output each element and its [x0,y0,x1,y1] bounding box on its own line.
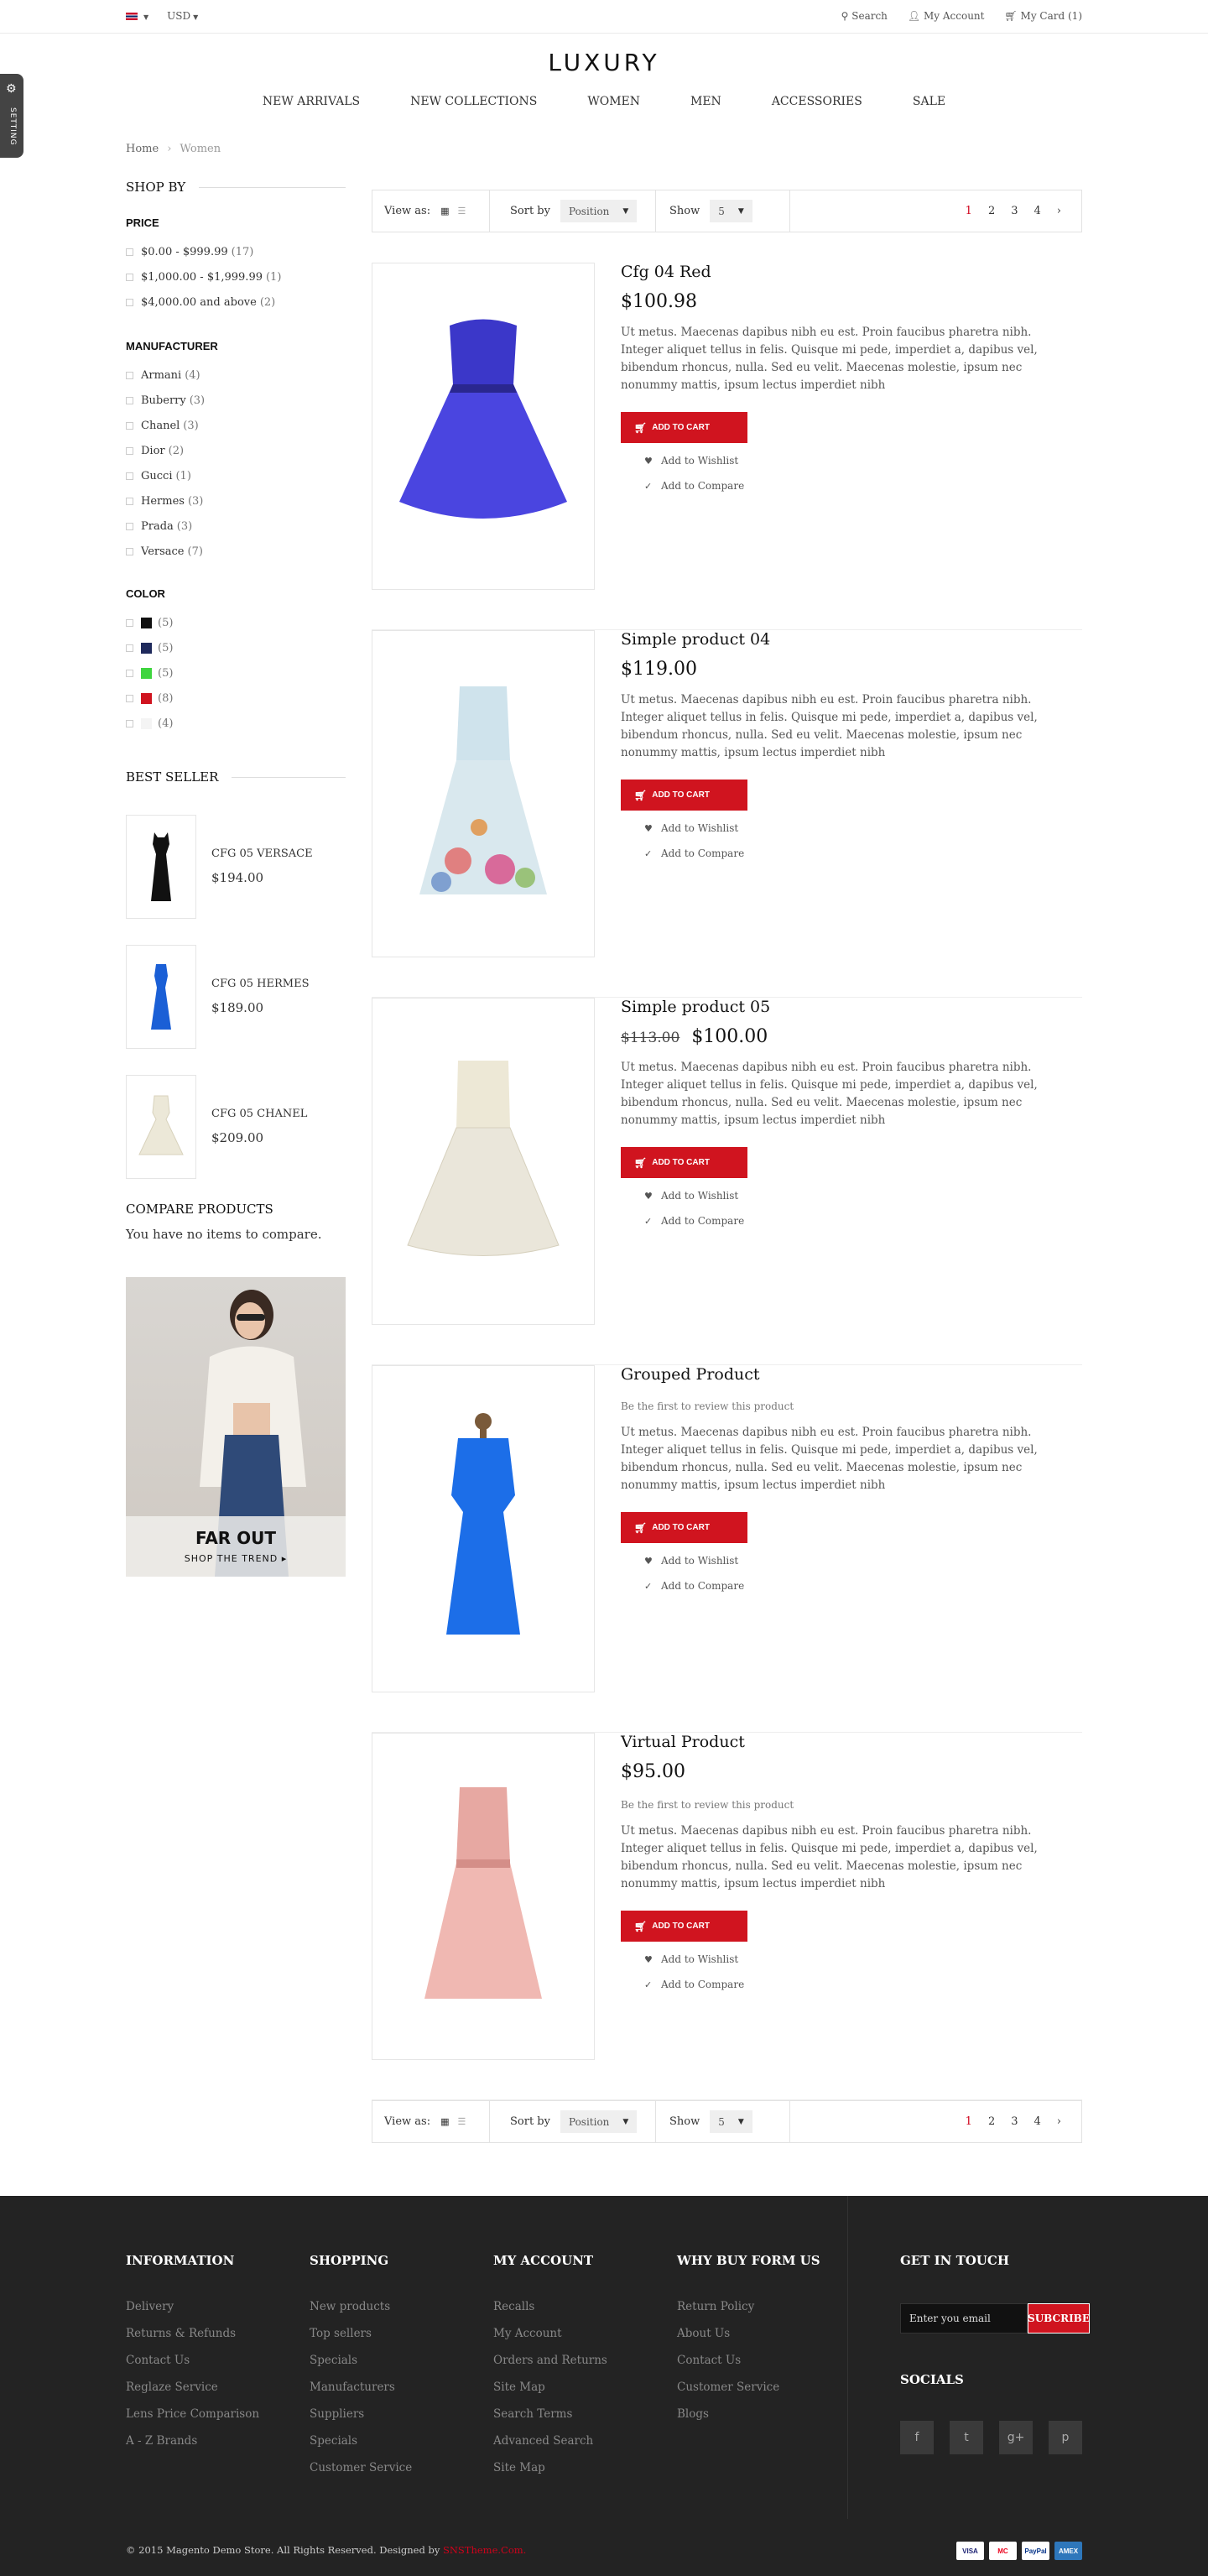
color-swatch [141,668,152,679]
add-to-cart-button[interactable]: 🛒︎ ADD TO CART [621,1512,747,1543]
show-limit: Show 5 ▼ [656,2101,790,2142]
product-price: $100.98 [621,291,697,312]
checkbox[interactable] [126,274,133,281]
footer-col-why-buy: WHY BUY FORM US Return Policy About Us Contact Us Customer Service Blogs [677,2253,820,2434]
sidebar [126,180,346,1577]
check-icon: ✓ [644,847,653,859]
check-icon: ✓ [644,480,653,492]
sort-select[interactable]: Position ▼ [560,200,637,222]
product-description: Ut metus. Maecenas dapibus nibh eu est. Proin faucibus pharetra nibh. Integer aliquet tellus in felis. Quisque mi pede, imperdiet a, dapibus vel, bibendum rhoncus, nulla. Sed eu velit. Maecenas molestie, ipsum nec nonummy mattis, ipsum lectus imperdiet nibh [621,693,1038,759]
product-price: $119.00 [621,659,697,680]
filter-option[interactable]: Gucci (1) [126,463,346,488]
page-1[interactable]: 1 [965,205,972,217]
designer-link[interactable]: SNSTheme.Com. [442,2544,527,2556]
footer-link[interactable]: Customer Service [677,2380,780,2394]
color-swatch [141,718,152,729]
color-swatch [141,643,152,654]
best-seller-item[interactable] [126,1061,346,1192]
compare-products-title: COMPARE PRODUCTS [126,1202,273,1217]
footer-link[interactable]: Suppliers [310,2407,365,2421]
blue-party-dress-image [391,309,575,544]
nav-accessories[interactable]: ACCESSORIES [771,95,862,108]
view-mode: View as: ▦ ☰ [372,2101,490,2142]
checkbox[interactable] [126,248,133,256]
add-to-compare-link[interactable]: ✓ Add to Compare [644,1979,745,1990]
shop-by-heading: SHOP BY [126,180,346,195]
heart-icon: ♥ [644,1190,653,1202]
page-2[interactable]: 2 [987,2115,996,2128]
cart-icon: 🛒︎ [1004,10,1021,22]
product-description: Ut metus. Maecenas dapibus nibh eu est. Proin faucibus pharetra nibh. Integer aliquet tellus in felis. Quisque mi pede, imperdiet a, dapibus vel, bibendum rhoncus, nulla. Sed eu velit. Maecenas molestie, ipsum nec nonummy mattis, ipsum lectus imperdiet nibh [621,326,1038,392]
google-plus-icon[interactable]: g+ [999,2421,1033,2454]
blue-wrap-dress-image [416,1411,550,1646]
black-dress-image [144,829,178,905]
grid-view-icon[interactable]: ▦ [440,206,450,216]
nav-new-collections[interactable]: NEW COLLECTIONS [410,95,538,108]
checkbox[interactable] [126,548,133,555]
review-prompt-link[interactable]: Be the first to review this product [621,1400,794,1412]
product-details [621,263,1065,498]
add-to-wishlist-link[interactable]: ♥ Add to Wishlist [644,822,739,834]
heart-icon: ♥ [644,1555,653,1567]
product-name[interactable]: Simple product 05 [621,998,771,1016]
limit-select[interactable]: 5 ▼ [710,200,752,222]
cart-icon: 🛒︎ [634,421,648,434]
pinterest-icon[interactable]: p [1049,2421,1082,2454]
product-price: $95.00 [621,1761,685,1782]
product-image[interactable] [372,263,595,590]
filter-option[interactable]: $0.00 - $999.99 (17) [126,239,346,264]
color-filter-title: COLOR [126,587,165,600]
page-3[interactable]: 3 [1011,2115,1018,2128]
footer-link[interactable]: Orders and Returns [493,2354,607,2367]
chevron-down-icon: ▼ [143,13,149,21]
product-name[interactable]: Grouped Product [621,1365,760,1384]
setting-label: SETTING [8,107,17,146]
pagination [966,190,1061,232]
product-image[interactable] [372,1365,595,1692]
product-thumbnail[interactable] [126,815,196,919]
filter-option[interactable]: Versace (7) [126,539,346,564]
sort-by: Sort by Position ▼ [490,190,656,232]
best-seller-name[interactable]: CFG 05 CHANEL [211,1108,308,1120]
product-image[interactable] [372,630,595,957]
footer-link[interactable]: Delivery [126,2300,174,2313]
check-icon: ✓ [644,1979,653,1990]
twitter-icon[interactable]: t [950,2421,983,2454]
best-seller-item[interactable] [126,801,346,931]
compare-products-text: You have no items to compare. [126,1227,322,1242]
checkbox[interactable] [126,670,133,677]
search-link[interactable]: ⚲ Search [841,10,888,22]
product-description: Ut metus. Maecenas dapibus nibh eu est. Proin faucibus pharetra nibh. Integer aliquet tellus in felis. Quisque mi pede, imperdiet a, dapibus vel, bibendum rhoncus, nulla. Sed eu velit. Maecenas molestie, ipsum nec nonummy mattis, ipsum lectus imperdiet nibh [621,1061,1038,1127]
caret-down-icon: ▼ [737,2117,744,2126]
product-thumbnail[interactable] [126,945,196,1049]
best-seller-item[interactable] [126,931,346,1061]
nav-men[interactable]: MEN [690,95,721,108]
cart-icon: 🛒︎ [634,1920,648,1932]
subscribe-button[interactable]: SUBCRIBE [1028,2303,1090,2334]
color-filter [126,587,346,736]
add-to-compare-link[interactable]: ✓ Add to Compare [644,847,745,859]
footer-link[interactable]: Lens Price Comparison [126,2407,260,2421]
product-item [372,998,1082,1365]
toolbar-top [372,190,1082,232]
caret-down-icon: ▼ [737,206,744,216]
checkbox[interactable] [126,299,133,306]
add-to-wishlist-link[interactable]: ♥ Add to Wishlist [644,1555,739,1567]
chevron-right-icon: › [167,143,172,155]
blue-dress-image [144,959,178,1035]
email-input[interactable]: Enter you email [900,2303,1028,2334]
uk-flag-icon [126,13,138,20]
filter-option[interactable]: Armani (4) [126,362,346,388]
page-2[interactable]: 2 [987,205,996,217]
list-view-icon[interactable]: ☰ [457,206,466,216]
cart-link[interactable]: 🛒︎ My Card (1) [1004,10,1082,22]
add-to-cart-button[interactable]: 🛒︎ ADD TO CART [621,1911,747,1942]
best-seller-price: $209.00 [211,1130,264,1145]
filter-option[interactable]: Chanel (3) [126,413,346,438]
paypal-icon: PayPal [1022,2542,1049,2560]
product-thumbnail[interactable] [126,1075,196,1179]
site-logo[interactable]: LUXURY [548,49,660,76]
currency-selector[interactable]: USD ▼ [167,10,199,22]
show-limit: Show 5 ▼ [656,190,790,232]
footer-link[interactable]: Return Policy [677,2300,755,2313]
color-option[interactable]: (8) [126,686,346,711]
product-description: Ut metus. Maecenas dapibus nibh eu est. Proin faucibus pharetra nibh. Integer aliquet tellus in felis. Quisque mi pede, imperdiet a, dapibus vel, bibendum rhoncus, nulla. Sed eu velit. Maecenas molestie, ipsum nec nonummy mattis, ipsum lectus imperdiet nibh [621,1426,1038,1492]
footer-col-get-in-touch: GET IN TOUCH [900,2253,1009,2268]
checkbox[interactable] [126,372,133,379]
color-option[interactable]: (5) [126,610,346,635]
best-seller-heading: BEST SELLER [126,769,346,785]
page-4[interactable]: 4 [1034,2115,1041,2128]
pink-dress-image [408,1779,559,2014]
product-details [621,1365,1065,1598]
add-to-cart-button[interactable]: 🛒︎ ADD TO CART [621,780,747,811]
checkbox[interactable] [126,523,133,530]
footer-link[interactable]: Advanced Search [493,2434,594,2448]
filter-option[interactable]: Buberry (3) [126,388,346,413]
caret-down-icon: ▼ [622,2117,629,2126]
mastercard-icon: MC [989,2542,1017,2560]
best-seller-price: $194.00 [211,870,264,885]
next-page-icon[interactable]: › [1056,205,1061,217]
payment-methods [956,2542,1082,2560]
product-price: $113.00 $100.00 [621,1026,768,1047]
checkbox[interactable] [126,472,133,480]
footer-link[interactable]: Recalls [493,2300,535,2313]
product-item [372,263,1082,630]
amex-icon: AMEX [1054,2542,1082,2560]
search-icon: ⚲ [841,10,852,22]
footer-link[interactable]: Contact Us [677,2354,742,2367]
breadcrumb-current: Women [180,143,221,155]
user-icon: 👤︎ [907,10,924,22]
breadcrumb [126,143,221,155]
divider [199,187,346,188]
footer-link[interactable]: Search Terms [493,2407,573,2421]
setting-panel-toggle[interactable] [0,74,23,158]
add-to-wishlist-link[interactable]: ♥ Add to Wishlist [644,455,739,467]
add-to-compare-link[interactable]: ✓ Add to Compare [644,480,745,492]
account-link[interactable]: 👤︎ My Account [907,10,985,22]
banner-subtitle[interactable]: SHOP THE TREND ▸ [184,1553,288,1564]
breadcrumb-home[interactable]: Home [126,143,159,155]
cream-dress-image [136,1089,186,1165]
price-filter-title: PRICE [126,216,159,229]
product-name[interactable]: Cfg 04 Red [621,263,711,281]
product-details [621,630,1065,866]
product-image[interactable] [372,1733,595,2060]
product-image[interactable] [372,998,595,1325]
footer-link[interactable]: Manufacturers [310,2380,395,2394]
product-item [372,1365,1082,1733]
footer-col-information: INFORMATION Delivery Returns & Refunds Contact Us Reglaze Service Lens Price Comparison A - Z Brands [126,2253,259,2461]
facebook-icon[interactable]: f [900,2421,934,2454]
check-icon: ✓ [644,1215,653,1227]
checkbox[interactable] [126,695,133,702]
copyright: © 2015 Magento Demo Store. All Rights Reserved. Designed by SNSTheme.Com. [126,2544,527,2556]
product-details [621,998,1065,1233]
filter-option[interactable]: $1,000.00 - $1,999.99 (1) [126,264,346,289]
banner-title: FAR OUT [195,1528,277,1548]
sort-by: Sort by Position ▼ [490,2101,656,2142]
best-seller-name[interactable]: CFG 05 VERSACE [211,847,313,860]
nav-sale[interactable]: SALE [912,95,946,108]
footer-link[interactable]: Site Map [493,2461,545,2474]
filter-option[interactable]: Prada (3) [126,514,346,539]
checkbox[interactable] [126,619,133,627]
cart-icon: 🛒︎ [634,789,648,801]
review-prompt-link[interactable]: Be the first to review this product [621,1799,794,1811]
socials-heading: SOCIALS [900,2372,964,2387]
product-item [372,1733,1082,2100]
color-swatch [141,618,152,628]
footer-link[interactable]: Returns & Refunds [126,2327,237,2340]
cream-dress-image [391,1052,575,1270]
color-swatch [141,693,152,704]
footer-link[interactable]: Reglaze Service [126,2380,218,2394]
footer-link[interactable]: Top sellers [310,2327,372,2340]
add-to-compare-link[interactable]: ✓ Add to Compare [644,1215,745,1227]
view-mode: View as: ▦ ☰ [372,190,490,232]
filter-option[interactable]: Hermes (3) [126,488,346,514]
footer-link[interactable]: Specials [310,2354,358,2367]
checkbox[interactable] [126,422,133,430]
footer-link[interactable]: Contact Us [126,2354,190,2367]
best-seller-price: $189.00 [211,1000,264,1015]
price-filter [126,216,346,315]
grid-view-icon[interactable]: ▦ [440,2116,450,2127]
heart-icon: ♥ [644,1953,653,1965]
color-option[interactable]: (4) [126,711,346,736]
cart-icon: 🛒︎ [634,1156,648,1169]
promo-banner[interactable] [126,1277,346,1577]
color-option[interactable]: (5) [126,635,346,660]
add-to-compare-link[interactable]: ✓ Add to Compare [644,1580,745,1592]
toolbar-bottom [372,2100,1082,2143]
chevron-down-icon: ▼ [193,13,199,21]
gear-icon: ⚙ [6,82,17,96]
manufacturer-filter [126,340,346,564]
checkbox[interactable] [126,644,133,652]
best-seller-name[interactable]: CFG 05 HERMES [211,978,310,990]
footer-divider [847,2196,848,2519]
product-details [621,1733,1065,1997]
page-4[interactable]: 4 [1034,205,1041,217]
nav-women[interactable]: WOMEN [587,95,640,108]
product-item [372,630,1082,998]
filter-option[interactable]: Dior (2) [126,438,346,463]
heart-icon: ♥ [644,455,653,467]
heart-icon: ♥ [644,822,653,834]
top-bar [0,0,1208,34]
page-1[interactable]: 1 [965,2115,972,2128]
color-option[interactable]: (5) [126,660,346,686]
product-name[interactable]: Virtual Product [621,1733,745,1751]
banner-caption [126,1516,346,1577]
footer-link[interactable]: Blogs [677,2407,709,2421]
sort-select[interactable]: Position ▼ [560,2110,637,2133]
add-to-wishlist-link[interactable]: ♥ Add to Wishlist [644,1953,739,1965]
footer-link[interactable]: Customer Service [310,2461,413,2474]
footer-col-shopping: SHOPPING New products Top sellers Specials Manufacturers Suppliers Specials Customer Service [310,2253,412,2488]
visa-icon: VISA [956,2542,984,2560]
list-view-icon[interactable]: ☰ [457,2116,466,2127]
social-links [900,2421,1082,2454]
add-to-cart-button[interactable]: 🛒︎ ADD TO CART [621,1147,747,1178]
footer-link[interactable]: New products [310,2300,391,2313]
main-nav [0,95,1208,108]
add-to-wishlist-link[interactable]: ♥ Add to Wishlist [644,1190,739,1202]
manufacturer-filter-title: MANUFACTURER [126,340,218,352]
checkbox[interactable] [126,447,133,455]
page-3[interactable]: 3 [1011,205,1018,217]
language-selector[interactable] [126,10,148,22]
checkbox[interactable] [126,498,133,505]
check-icon: ✓ [644,1580,653,1592]
product-description: Ut metus. Maecenas dapibus nibh eu est. Proin faucibus pharetra nibh. Integer aliquet tellus in felis. Quisque mi pede, imperdiet a, dapibus vel, bibendum rhoncus, nulla. Sed eu velit. Maecenas molestie, ipsum nec nonummy mattis, ipsum lectus imperdiet nibh [621,1824,1038,1890]
limit-select[interactable]: 5 ▼ [710,2110,752,2133]
footer-link[interactable]: My Account [493,2327,562,2340]
footer-link[interactable]: Specials [310,2434,358,2448]
cart-icon: 🛒︎ [634,1521,648,1534]
newsletter-form [900,2303,1090,2334]
caret-down-icon: ▼ [622,206,629,216]
divider [232,777,346,778]
floral-dress-image [399,676,567,911]
footer-link[interactable]: Site Map [493,2380,545,2394]
checkbox[interactable] [126,720,133,727]
footer-link[interactable]: About Us [677,2327,731,2340]
filter-option[interactable]: $4,000.00 and above (2) [126,289,346,315]
next-page-icon[interactable]: › [1056,2115,1061,2128]
nav-new-arrivals[interactable]: NEW ARRIVALS [262,95,361,108]
product-name[interactable]: Simple product 04 [621,630,771,649]
footer-col-my-account: MY ACCOUNT Recalls My Account Orders and Returns Site Map Search Terms Advanced Search Site Map [493,2253,607,2488]
add-to-cart-button[interactable]: 🛒︎ ADD TO CART [621,412,747,443]
pagination [966,2101,1061,2142]
footer-link[interactable]: A - Z Brands [126,2434,198,2448]
footer [0,2196,1208,2576]
old-price: $113.00 [621,1030,680,1046]
checkbox[interactable] [126,397,133,404]
